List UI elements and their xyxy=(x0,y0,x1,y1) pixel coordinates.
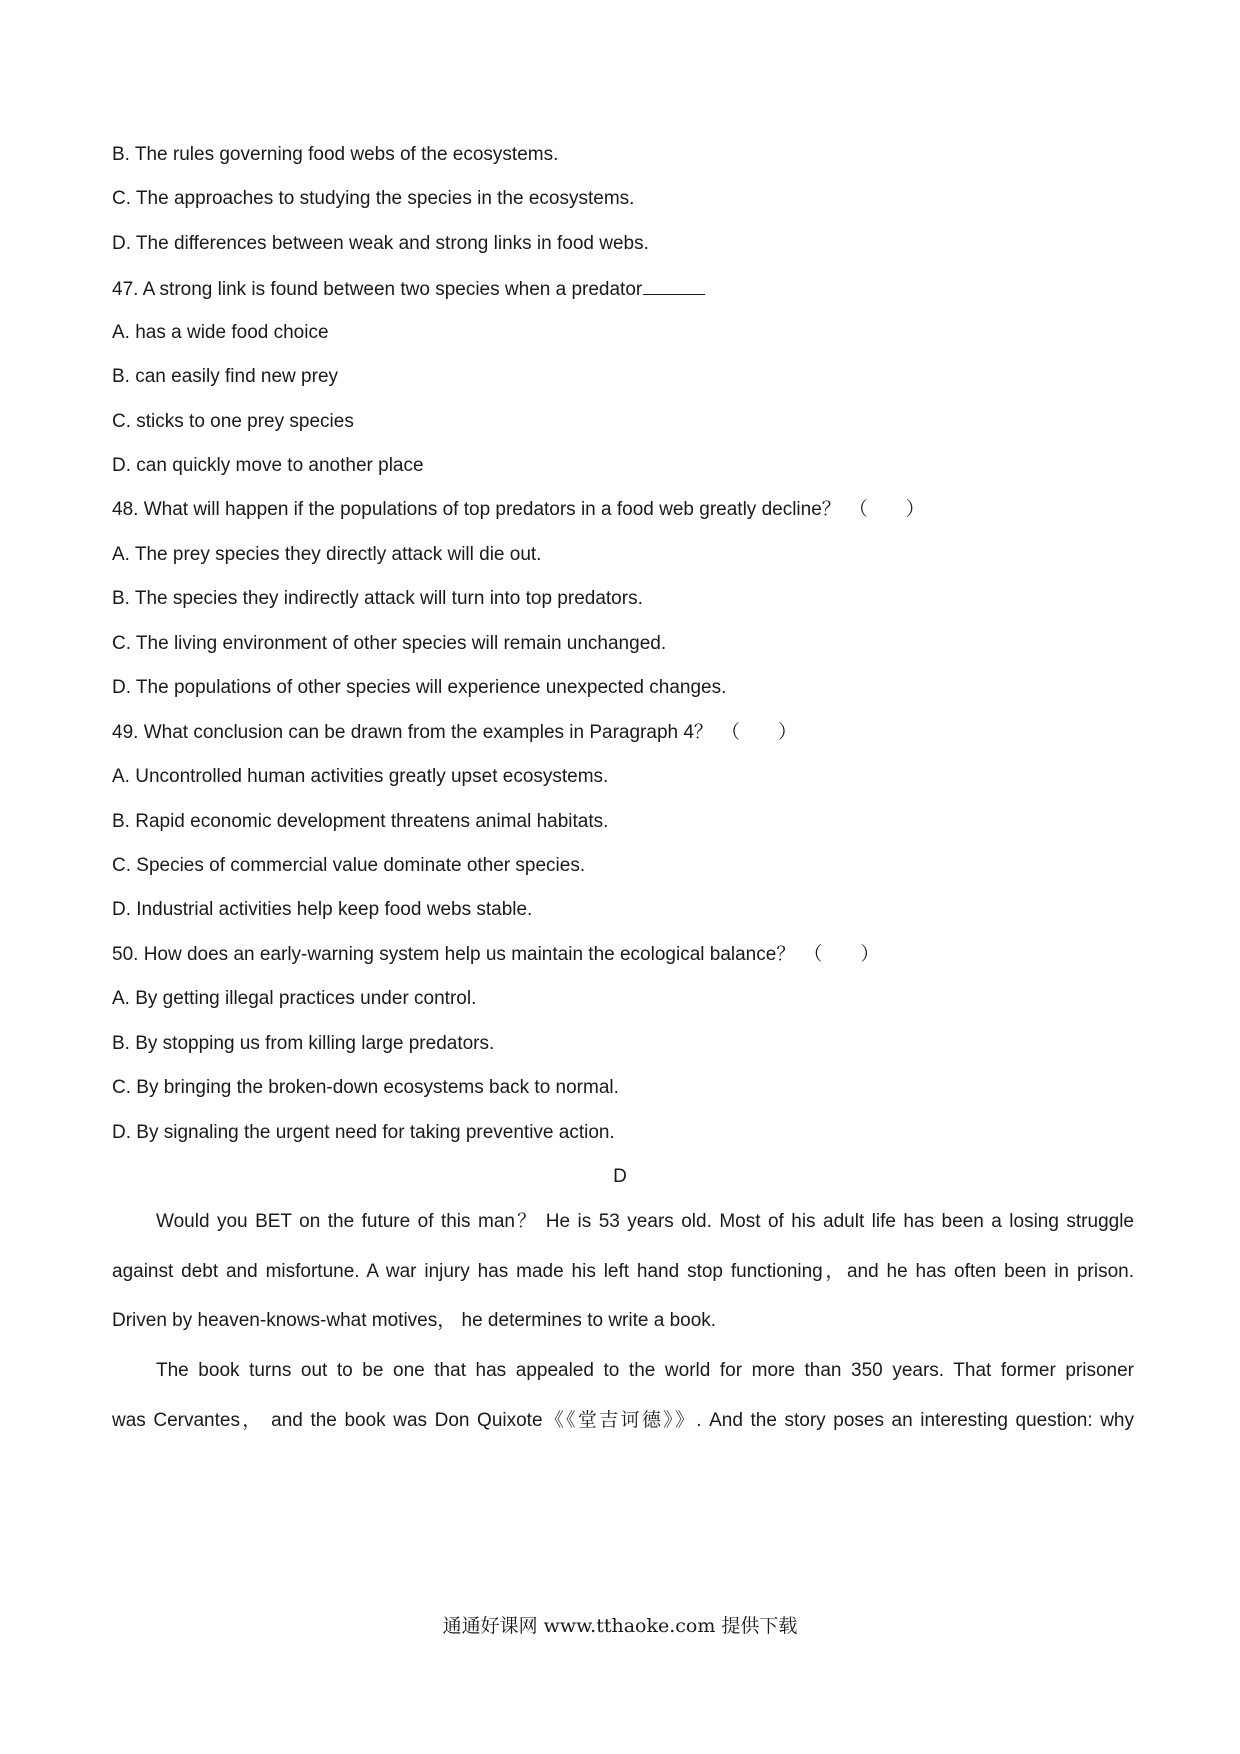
q49-option-c: C. Species of commercial value dominate other species. xyxy=(112,855,586,876)
paragraph-line: Would you BET on the future of this man？ He is 53 years old. Most of his adult life has been a losing struggle xyxy=(156,1211,1134,1232)
q48-option-a: A. The prey species they directly attack will die out. xyxy=(112,544,542,565)
q47-stem: 47. A strong link is found between two species when a predator xyxy=(112,279,643,300)
q47-option-a: A. has a wide food choice xyxy=(112,322,329,343)
q49-stem-row xyxy=(112,721,797,745)
q48-answer-paren: （ ） xyxy=(848,499,925,520)
q50-option-d: D. By signaling the urgent need for taking preventive action. xyxy=(112,1122,615,1143)
answer-blank xyxy=(643,276,705,295)
q46-option-d: D. The differences between weak and strong links in food webs. xyxy=(112,233,649,254)
q46-option-b: B. The rules governing food webs of the ecosystems. xyxy=(112,144,559,165)
q46-option-c: C. The approaches to studying the species in the ecosystems. xyxy=(112,188,635,209)
q47-option-c: C. sticks to one prey species xyxy=(112,411,354,432)
q47-option-b: B. can easily find new prey xyxy=(112,366,339,387)
q49-answer-paren: （ ） xyxy=(720,722,797,743)
q49-option-a: A. Uncontrolled human activities greatly upset ecosystems. xyxy=(112,766,609,787)
q48-option-d: D. The populations of other species will experience unexpected changes. xyxy=(112,677,727,698)
q50-option-c: C. By bringing the broken-down ecosystems back to normal. xyxy=(112,1077,619,1098)
q47-stem-row xyxy=(112,276,705,302)
q49-option-d: D. Industrial activities help keep food webs stable. xyxy=(112,899,533,920)
q49-stem: 49. What conclusion can be drawn from the examples in Paragraph 4？ xyxy=(112,722,713,743)
paragraph-line: Driven by heaven-knows-what motives， he determines to write a book. xyxy=(112,1310,717,1332)
q50-stem-row xyxy=(112,943,879,967)
q48-stem: 48. What will happen if the populations of top predators in a food web greatly decline？ xyxy=(112,499,841,520)
q50-answer-paren: （ ） xyxy=(803,944,880,965)
q50-stem: 50. How does an early-warning system help us maintain the ecological balance？ xyxy=(112,944,796,965)
page-footer: 通通好课网 www.tthaoke.com 提供下载 xyxy=(442,1615,798,1637)
q48-stem-row xyxy=(112,498,925,522)
section-heading: D xyxy=(613,1166,627,1187)
passage-paragraph-1 xyxy=(112,1197,1134,1346)
q49-option-b: B. Rapid economic development threatens animal habitats. xyxy=(112,811,609,832)
paragraph-line: The book turns out to be one that has appealed to the world for more than 350 years. That former prisoner xyxy=(156,1360,1134,1381)
q48-option-c: C. The living environment of other species will remain unchanged. xyxy=(112,633,667,654)
paragraph-line: was Cervantes， and the book was Don Quixote《《堂吉诃德》》. And the story poses an interesting question: why xyxy=(112,1409,1134,1431)
q48-option-b: B. The species they indirectly attack will turn into top predators. xyxy=(112,588,643,609)
passage-paragraph-2 xyxy=(112,1346,1134,1445)
q50-option-a: A. By getting illegal practices under control. xyxy=(112,988,477,1009)
paragraph-line: against debt and misfortune. A war injury has made his left hand stop functioning，and he has often been in prison. xyxy=(112,1260,1134,1282)
q50-option-b: B. By stopping us from killing large predators. xyxy=(112,1033,495,1054)
q47-option-d: D. can quickly move to another place xyxy=(112,455,424,476)
